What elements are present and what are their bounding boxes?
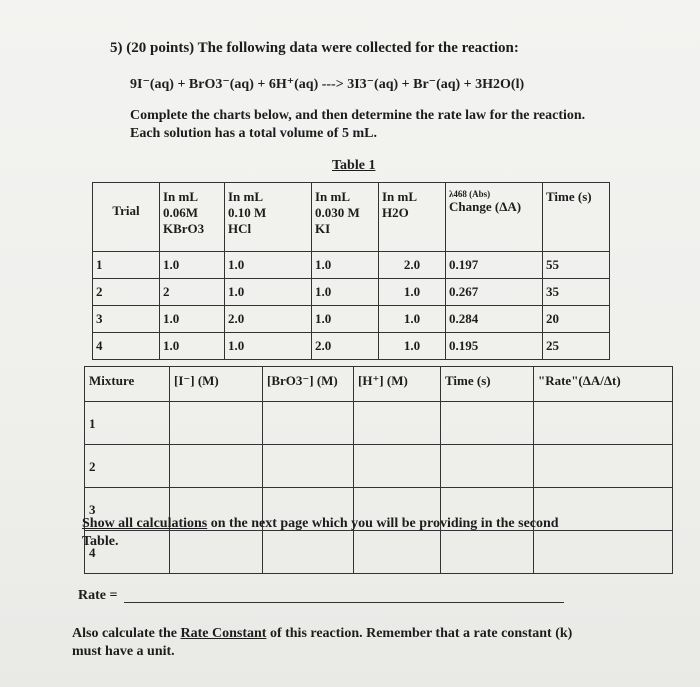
empty-cell[interactable] (263, 402, 354, 445)
time-header: Time (s) (543, 183, 610, 252)
table1-data (92, 182, 610, 360)
rate-header: "Rate"(ΔA/Δt) (534, 367, 673, 402)
question-title: 5) (20 points) The following data were collected for the reaction: (110, 40, 519, 56)
reaction-equation: 9I⁻(aq) + BrO3⁻(aq) + 6H⁺(aq) ---> 3I3⁻(aq) + Br⁻(aq) + 3H2O(l) (130, 77, 525, 92)
rate-label: Rate = (78, 588, 118, 603)
instruction-line-1: Complete the charts below, and then determine the rate law for the reaction. (130, 108, 586, 123)
empty-cell[interactable] (170, 531, 263, 574)
show-calculations-link: Show all calculations (82, 516, 208, 531)
time-header: Time (s) (441, 367, 534, 402)
instruction-line-2: Each solution has a total volume of 5 mL. (130, 126, 377, 141)
iodide-header: [I⁻] (M) (170, 367, 263, 402)
rate-constant-link: Rate Constant (180, 626, 267, 641)
bromate-header: [BrO3⁻] (M) (263, 367, 354, 402)
hydrogen-header: [H⁺] (M) (354, 367, 441, 402)
table-row: 1 1.0 1.0 1.0 2.0 0.197 55 (93, 252, 610, 279)
table1-header-row (93, 183, 610, 252)
ki-header: In mL 0.030 M KI (312, 183, 379, 252)
empty-cell[interactable] (534, 531, 673, 574)
table-row: 1 (85, 402, 673, 445)
table2-results (84, 366, 673, 574)
table-row: 2 (85, 445, 673, 488)
table2-header-row (85, 367, 673, 402)
table-row: 2 2 1.0 1.0 1.0 0.267 35 (93, 279, 610, 306)
rate-answer-line[interactable] (124, 602, 564, 603)
empty-cell[interactable] (441, 445, 534, 488)
h2o-header: In mL H2O (379, 183, 446, 252)
empty-cell[interactable] (263, 531, 354, 574)
empty-cell[interactable] (170, 445, 263, 488)
table1-caption: Table 1 (332, 158, 376, 173)
empty-cell[interactable] (354, 445, 441, 488)
trial-header: Trial (93, 183, 160, 252)
empty-cell[interactable] (263, 445, 354, 488)
empty-cell[interactable] (441, 402, 534, 445)
mixture-header: Mixture (85, 367, 170, 402)
show-calculations-line-2: Table. (82, 534, 119, 549)
empty-cell[interactable] (354, 402, 441, 445)
empty-cell[interactable] (534, 402, 673, 445)
rate-constant-instruction: Also calculate the Rate Constant of this reaction. Remember that a rate constant (k) (72, 626, 573, 641)
show-calculations-line: Show all calculations on the next page which you will be providing in the second (82, 516, 559, 531)
table-row: 4 (85, 531, 673, 574)
empty-cell[interactable] (534, 445, 673, 488)
table-row: 3 1.0 2.0 1.0 1.0 0.284 20 (93, 306, 610, 333)
table-row: 3 (85, 488, 673, 531)
hcl-header: In mL 0.10 M HCl (225, 183, 312, 252)
empty-cell[interactable] (170, 402, 263, 445)
empty-cell[interactable] (354, 531, 441, 574)
kbro3-header: In mL 0.06M KBrO3 (160, 183, 225, 252)
table-row: 4 1.0 1.0 2.0 1.0 0.195 25 (93, 333, 610, 360)
rate-constant-instruction-2: must have a unit. (72, 644, 175, 659)
empty-cell[interactable] (441, 531, 534, 574)
absorbance-header: λ468 (Abs) Change (ΔA) (446, 183, 543, 252)
